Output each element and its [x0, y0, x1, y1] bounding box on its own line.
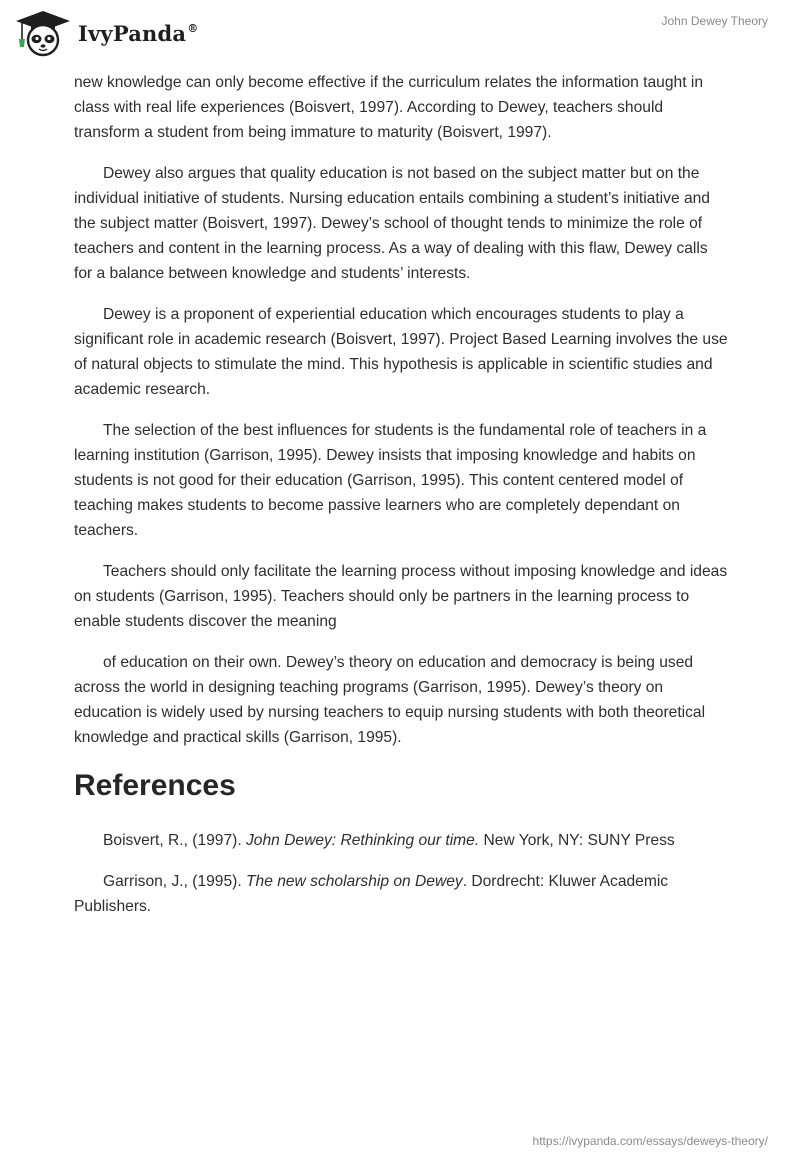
reference-item: Garrison, J., (1995). The new scholarship on Dewey. Dordrecht: Kluwer Academic Publishers.: [74, 873, 669, 915]
source-url[interactable]: https://ivypanda.com/essays/deweys-theory/: [532, 1134, 768, 1148]
paragraph: Dewey also argues that quality education is not based on the subject matter but on the individual initiative of students. Nursing education entails combining a student’s initiative and the subject matter (Boisvert, 1997). Dewey’s school of thought tends to minimize the role of teachers and content in the learning process. As a way of dealing with this flaw, Dewey calls for a balance between knowledge and students’ interests.: [74, 165, 710, 282]
paragraph: of education on their own. Dewey’s theory on education and democracy is being used across the world in designing teaching programs (Garrison, 1995). Dewey’s theory on education is widely used by nursing teachers to equip nursing students with both theoretical knowledge and practical skills (Garrison, 1995).: [74, 654, 706, 746]
paragraph: The selection of the best influences for students is the fundamental role of teachers in a learning institution (Garrison, 1995). Dewey insists that imposing knowledge and habits on students is not good for their education (Garrison, 1995). This content centered model of teaching makes students to become passive learners who are completely dependant on teachers.: [74, 422, 707, 539]
essay-content: [74, 70, 728, 935]
brand-name: IvyPanda®: [78, 20, 199, 46]
paragraph: Dewey is a proponent of experiential education which encourages students to play a significant role in academic research (Boisvert, 1997). Project Based Learning involves the use of natural objects to stimulate the mind. This hypothesis is applicable in scientific studies and academic research.: [74, 306, 728, 398]
document-title: John Dewey Theory: [661, 14, 768, 28]
paragraph: new knowledge can only become effective if the curriculum relates the information taught in class with real life experiences (Boisvert, 1997). According to Dewey, teachers should transform a student from being immature to maturity (Boisvert, 1997).: [74, 74, 704, 141]
paragraph: Teachers should only facilitate the learning process without imposing knowledge and ideas on students (Garrison, 1995). Teachers should only be partners in the learning process to enable students discover the meaning: [74, 563, 728, 630]
panda-logo-icon: [14, 9, 72, 57]
logo[interactable]: [14, 9, 198, 57]
references-heading: References: [74, 769, 236, 802]
reference-item: Boisvert, R., (1997). John Dewey: Rethinking our time. New York, NY: SUNY Press: [103, 832, 675, 849]
